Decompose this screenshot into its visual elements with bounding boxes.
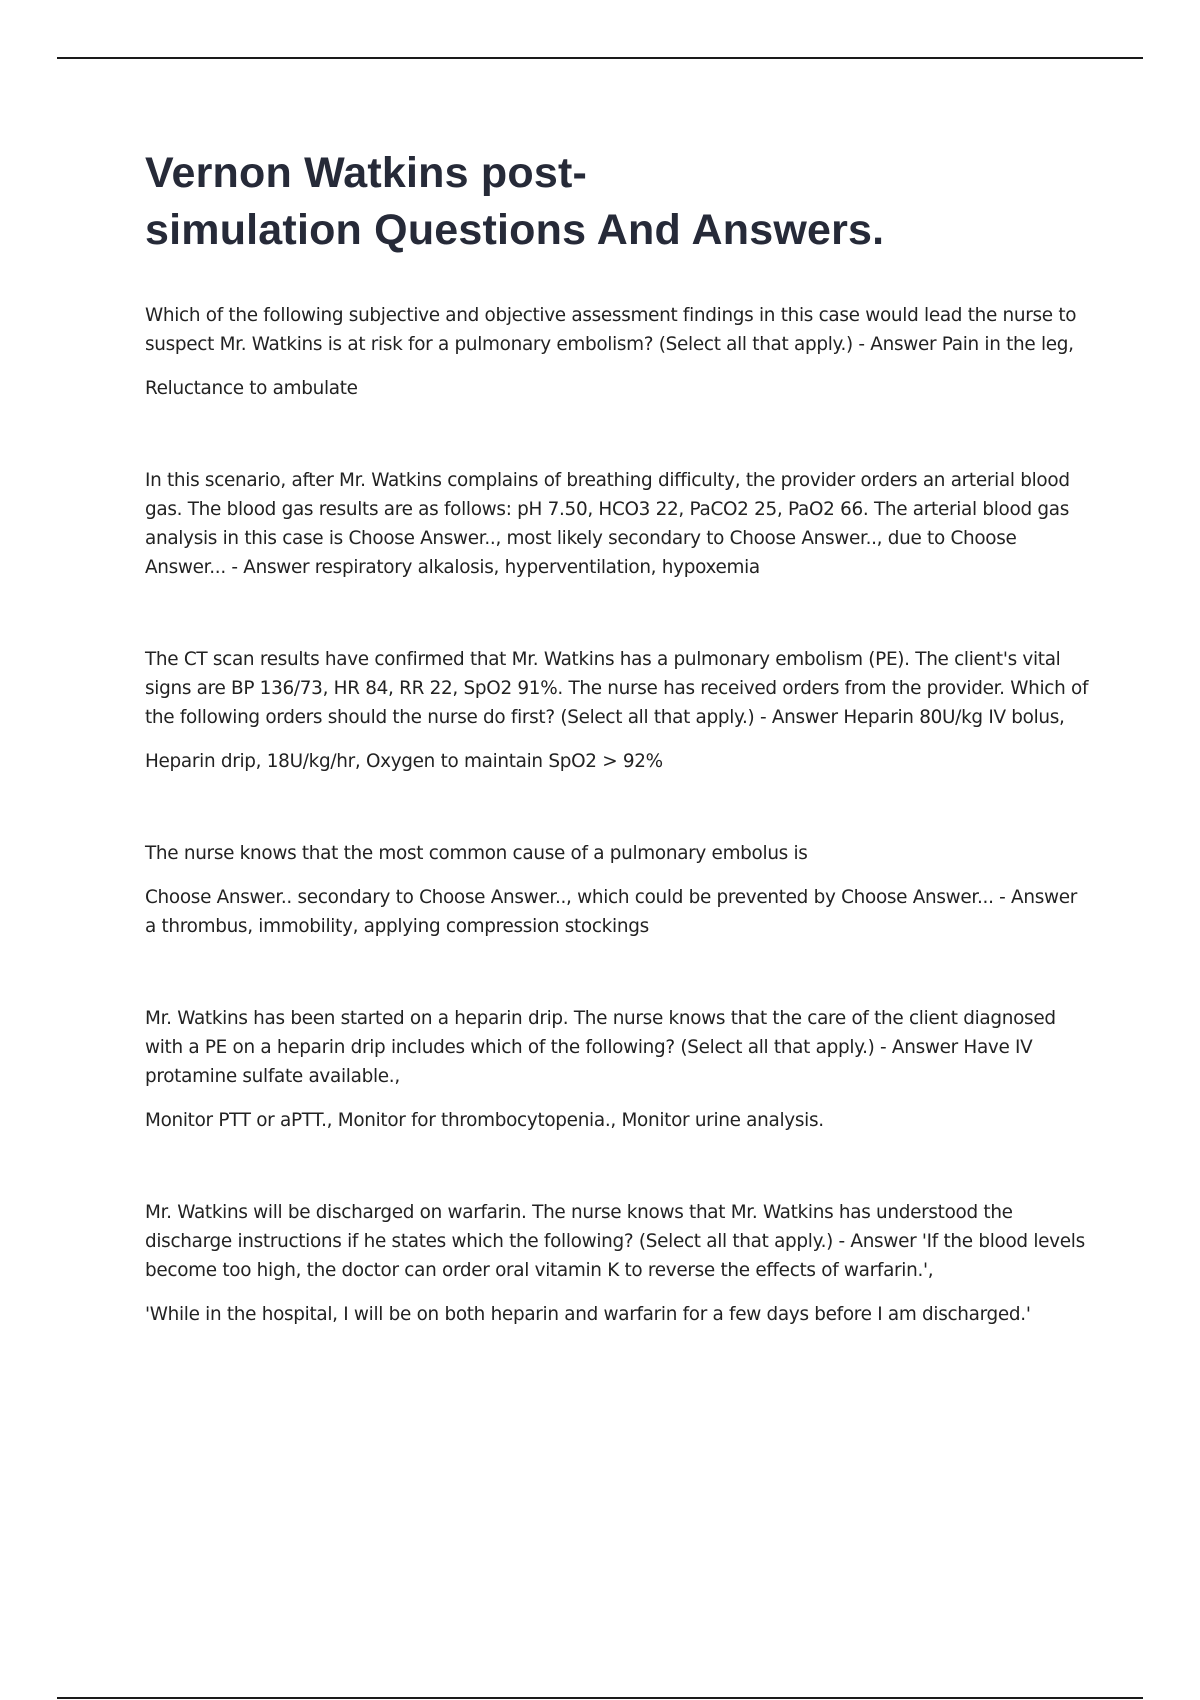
answer-continuation: Choose Answer.. secondary to Choose Answer.., which could be prevented by Choose Answer... - Answer a thrombus, immobility, applying compression stockings [145, 887, 1077, 937]
answer-continuation: Reluctance to ambulate [145, 378, 358, 399]
bottom-divider [57, 1697, 1143, 1699]
question-text: Mr. Watkins will be discharged on warfarin. The nurse knows that Mr. Watkins has understood the discharge instructions if he states which the following? (Select all that apply.) - Answer 'If the blood levels become too high, the doctor can order oral vitamin K to reverse the effects of warfarin.', [145, 1202, 1085, 1281]
question-text: In this scenario, after Mr. Watkins complains of breathing difficulty, the provider orders an arterial blood gas. The blood gas results are as follows: pH 7.50, HCO3 22, PaCO2 25, PaO2 66. The arterial blood gas analysis in this case is Choose Answer.., most likely secondary to Choose Answer.., due to Choose Answer... - Answer respiratory alkalosis, hyperventilation, hypoxemia [145, 470, 1070, 578]
title-line-2: simulation Questions And Answers. [145, 206, 885, 254]
document-body [145, 145, 1090, 1392]
question-text: Mr. Watkins has been started on a heparin drip. The nurse knows that the care of the client diagnosed with a PE on a heparin drip includes which of the following? (Select all that apply.) - Answer Have IV protamine sulfate available., [145, 1008, 1056, 1087]
answer-continuation: Heparin drip, 18U/kg/hr, Oxygen to maintain SpO2 > 92% [145, 751, 663, 772]
page-title [145, 145, 1090, 259]
qa-item-5 [145, 1004, 1090, 1135]
qa-item-4 [145, 839, 1090, 941]
title-line-1: Vernon Watkins post- [145, 149, 587, 197]
top-divider [57, 57, 1143, 59]
qa-item-1 [145, 301, 1090, 403]
question-text: The nurse knows that the most common cause of a pulmonary embolus is [145, 843, 808, 864]
qa-item-3 [145, 645, 1090, 776]
question-text: The CT scan results have confirmed that Mr. Watkins has a pulmonary embolism (PE). The client's vital signs are BP 136/73, HR 84, RR 22, SpO2 91%. The nurse has received orders from the provider. Which of the following orders should the nurse do first? (Select all that apply.) - Answer Heparin 80U/kg IV bolus, [145, 649, 1089, 728]
qa-item-2 [145, 466, 1090, 582]
answer-continuation: 'While in the hospital, I will be on both heparin and warfarin for a few days before I am discharged.' [145, 1304, 1031, 1325]
qa-item-6 [145, 1198, 1090, 1329]
question-text: Which of the following subjective and objective assessment findings in this case would lead the nurse to suspect Mr. Watkins is at risk for a pulmonary embolism? (Select all that apply.) - Answer Pain in the leg, [145, 305, 1077, 355]
answer-continuation: Monitor PTT or aPTT., Monitor for thrombocytopenia., Monitor urine analysis. [145, 1110, 824, 1131]
